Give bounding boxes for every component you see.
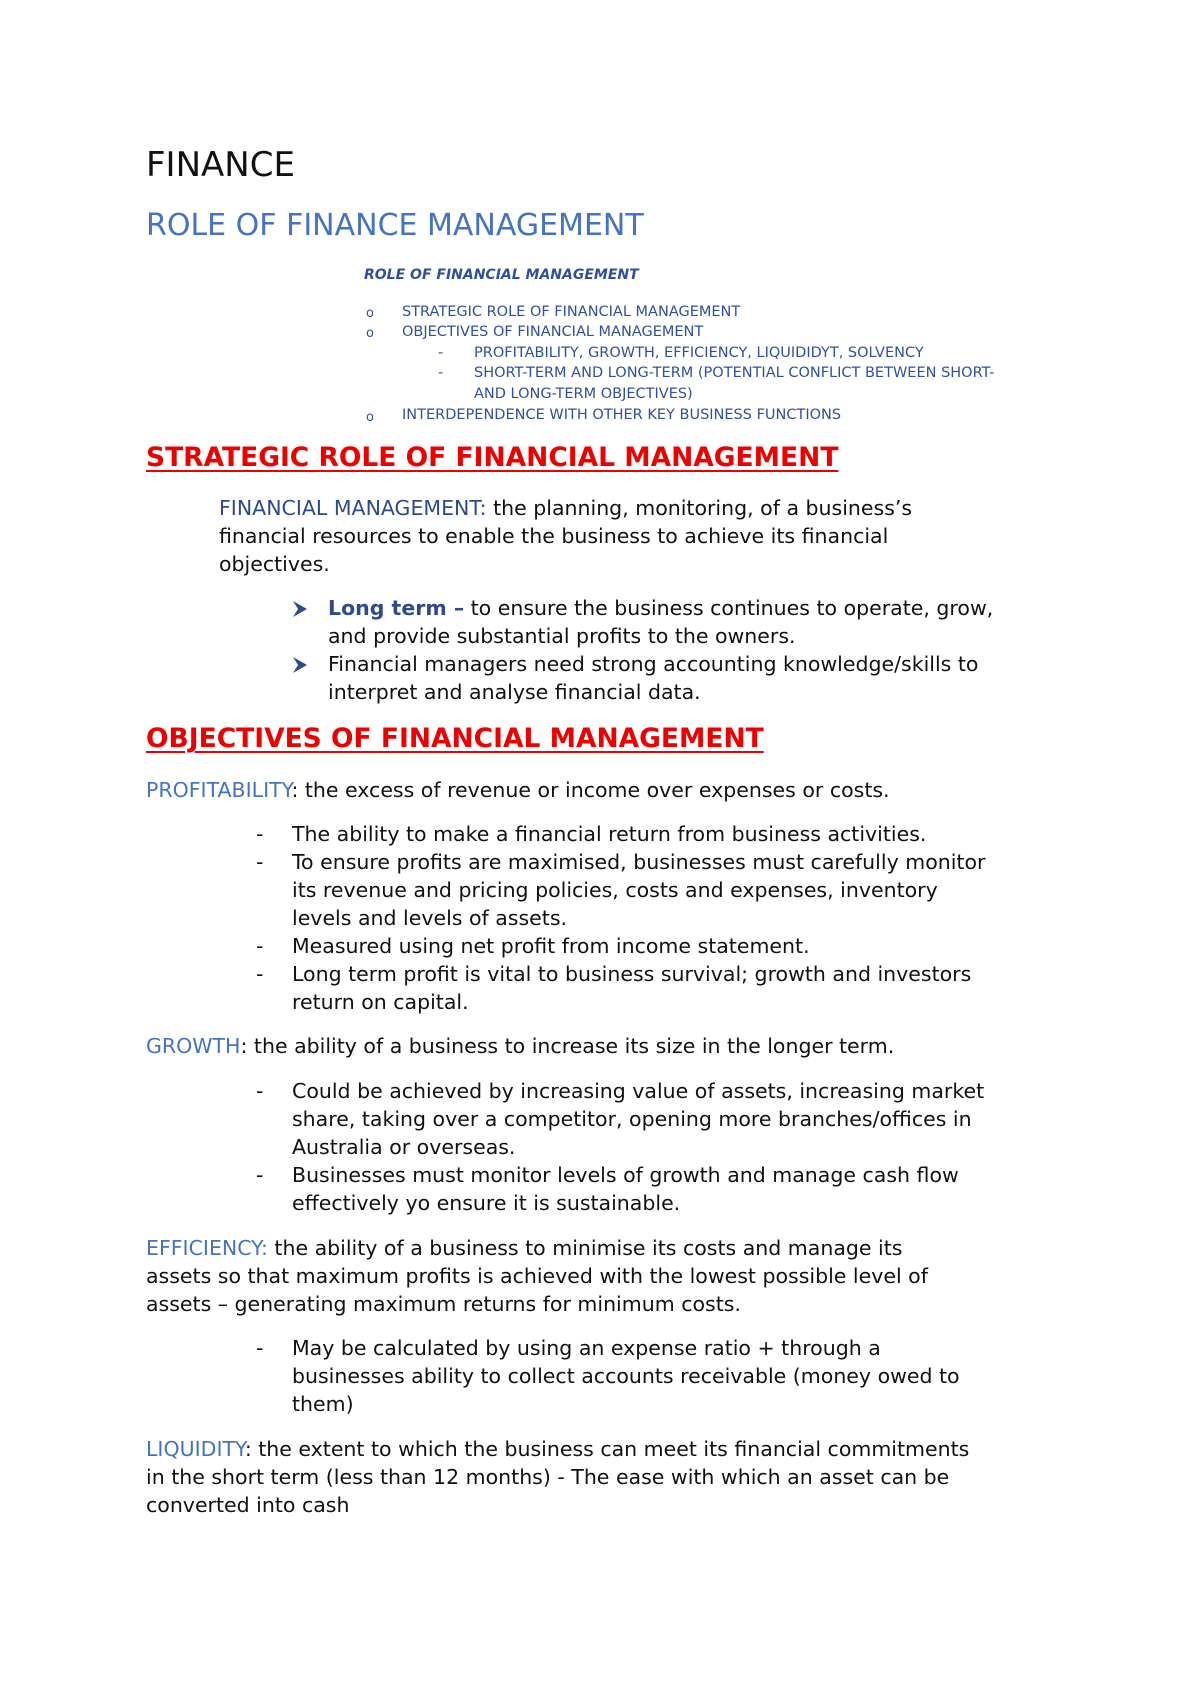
point-line: Financial managers need strong accounting knowledge/skills to (328, 652, 979, 676)
point-text: businesses ability to collect accounts receivable (money owed to (292, 1364, 960, 1388)
arrow-bullet-icon (292, 600, 308, 618)
profitability-points (256, 820, 1136, 1016)
dash-bullet: - (256, 934, 264, 958)
growth-points (256, 1077, 1136, 1217)
term-financial-management: FINANCIAL MANAGEMENT: (219, 496, 487, 520)
point-text: Businesses must monitor levels of growth and manage cash flow (292, 1163, 959, 1187)
definition-financial-management (219, 494, 1119, 578)
document-title: FINANCE (146, 145, 295, 185)
point-line: to ensure the business continues to operate, grow, (464, 596, 994, 620)
point-line: and provide substantial profits to the owners. (328, 624, 796, 648)
term-efficiency: EFFICIENCY: (146, 1236, 268, 1260)
definition-text: : the extent to which the business can meet its financial commitments (244, 1437, 970, 1461)
outline-dash: - (438, 365, 444, 381)
heading-strategic-role: STRATEGIC ROLE OF FINANCIAL MANAGEMENT (146, 442, 839, 473)
definition-text: assets so that maximum profits is achieved with the lowest possible level of (146, 1264, 928, 1288)
definition-text: the ability of a business to minimise its costs and manage its (267, 1236, 903, 1260)
definition-text: : the ability of a business to increase its size in the longer term. (240, 1034, 895, 1058)
outline-bullet: o (366, 306, 374, 321)
outline-bullet: o (366, 410, 374, 425)
point-text: Long term profit is vital to business survival; growth and investors (292, 962, 972, 986)
point-text: share, taking over a competitor, opening more branches/offices in (292, 1107, 972, 1131)
outline-item: INTERDEPENDENCE WITH OTHER KEY BUSINESS FUNCTIONS (402, 407, 842, 423)
definition-text: assets – generating maximum returns for minimum costs. (146, 1292, 741, 1316)
dash-bullet: - (256, 1336, 264, 1360)
outline-item: OBJECTIVES OF FINANCIAL MANAGEMENT (402, 324, 704, 340)
heading-role-of-finance: ROLE OF FINANCE MANAGEMENT (146, 208, 644, 243)
point-text: Could be achieved by increasing value of assets, increasing market (292, 1079, 985, 1103)
point-line: interpret and analyse financial data. (328, 680, 701, 704)
definition-text: converted into cash (146, 1493, 350, 1517)
outline-item: STRATEGIC ROLE OF FINANCIAL MANAGEMENT (402, 304, 741, 320)
term-growth: GROWTH (146, 1034, 241, 1058)
point-text: Measured using net profit from income statement. (292, 934, 810, 958)
dash-bullet: - (256, 850, 264, 874)
point-text: its revenue and pricing policies, costs and expenses, inventory (292, 878, 938, 902)
efficiency-definition (146, 1234, 1146, 1318)
outline-bullet: o (366, 326, 374, 341)
term-long-term: Long term – (328, 596, 465, 620)
definition-text: : the excess of revenue or income over expenses or costs. (291, 778, 890, 802)
definition-line: the planning, monitoring, of a business’s (486, 496, 913, 520)
outline-title: ROLE OF FINANCIAL MANAGEMENT (364, 267, 639, 283)
outline-dash: - (438, 345, 444, 361)
growth-definition (146, 1032, 1126, 1060)
definition-text: in the short term (less than 12 months) - The ease with which an asset can be (146, 1465, 950, 1489)
dash-bullet: - (256, 1163, 264, 1187)
definition-line: financial resources to enable the business to achieve its financial (219, 524, 889, 548)
point-financial-managers (328, 650, 1128, 706)
outline-subitem: AND LONG-TERM OBJECTIVES) (474, 386, 693, 402)
term-liquidity: LIQUIDITY (146, 1437, 245, 1461)
definition-line: objectives. (219, 552, 330, 576)
point-text: return on capital. (292, 990, 469, 1014)
outline-subitem: SHORT-TERM AND LONG-TERM (POTENTIAL CONFLICT BETWEEN SHORT- (474, 365, 995, 381)
point-long-term (328, 594, 1128, 650)
point-text: them) (292, 1392, 354, 1416)
dash-bullet: - (256, 822, 264, 846)
point-text: To ensure profits are maximised, businesses must carefully monitor (292, 850, 986, 874)
dash-bullet: - (256, 1079, 264, 1103)
liquidity-definition (146, 1435, 1166, 1519)
arrow-bullet-icon (292, 656, 308, 674)
heading-objectives: OBJECTIVES OF FINANCIAL MANAGEMENT (146, 723, 764, 754)
point-text: Australia or overseas. (292, 1135, 516, 1159)
point-text: May be calculated by using an expense ratio + through a (292, 1336, 881, 1360)
profitability-definition (146, 776, 1126, 804)
point-text: effectively yo ensure it is sustainable. (292, 1191, 681, 1215)
outline-subitem: PROFITABILITY, GROWTH, EFFICIENCY, LIQUIDIDYT, SOLVENCY (474, 345, 924, 361)
point-text: levels and levels of assets. (292, 906, 568, 930)
term-profitability: PROFITABILITY (146, 778, 292, 802)
efficiency-points (256, 1334, 1136, 1418)
dash-bullet: - (256, 962, 264, 986)
point-text: The ability to make a financial return from business activities. (292, 822, 927, 846)
